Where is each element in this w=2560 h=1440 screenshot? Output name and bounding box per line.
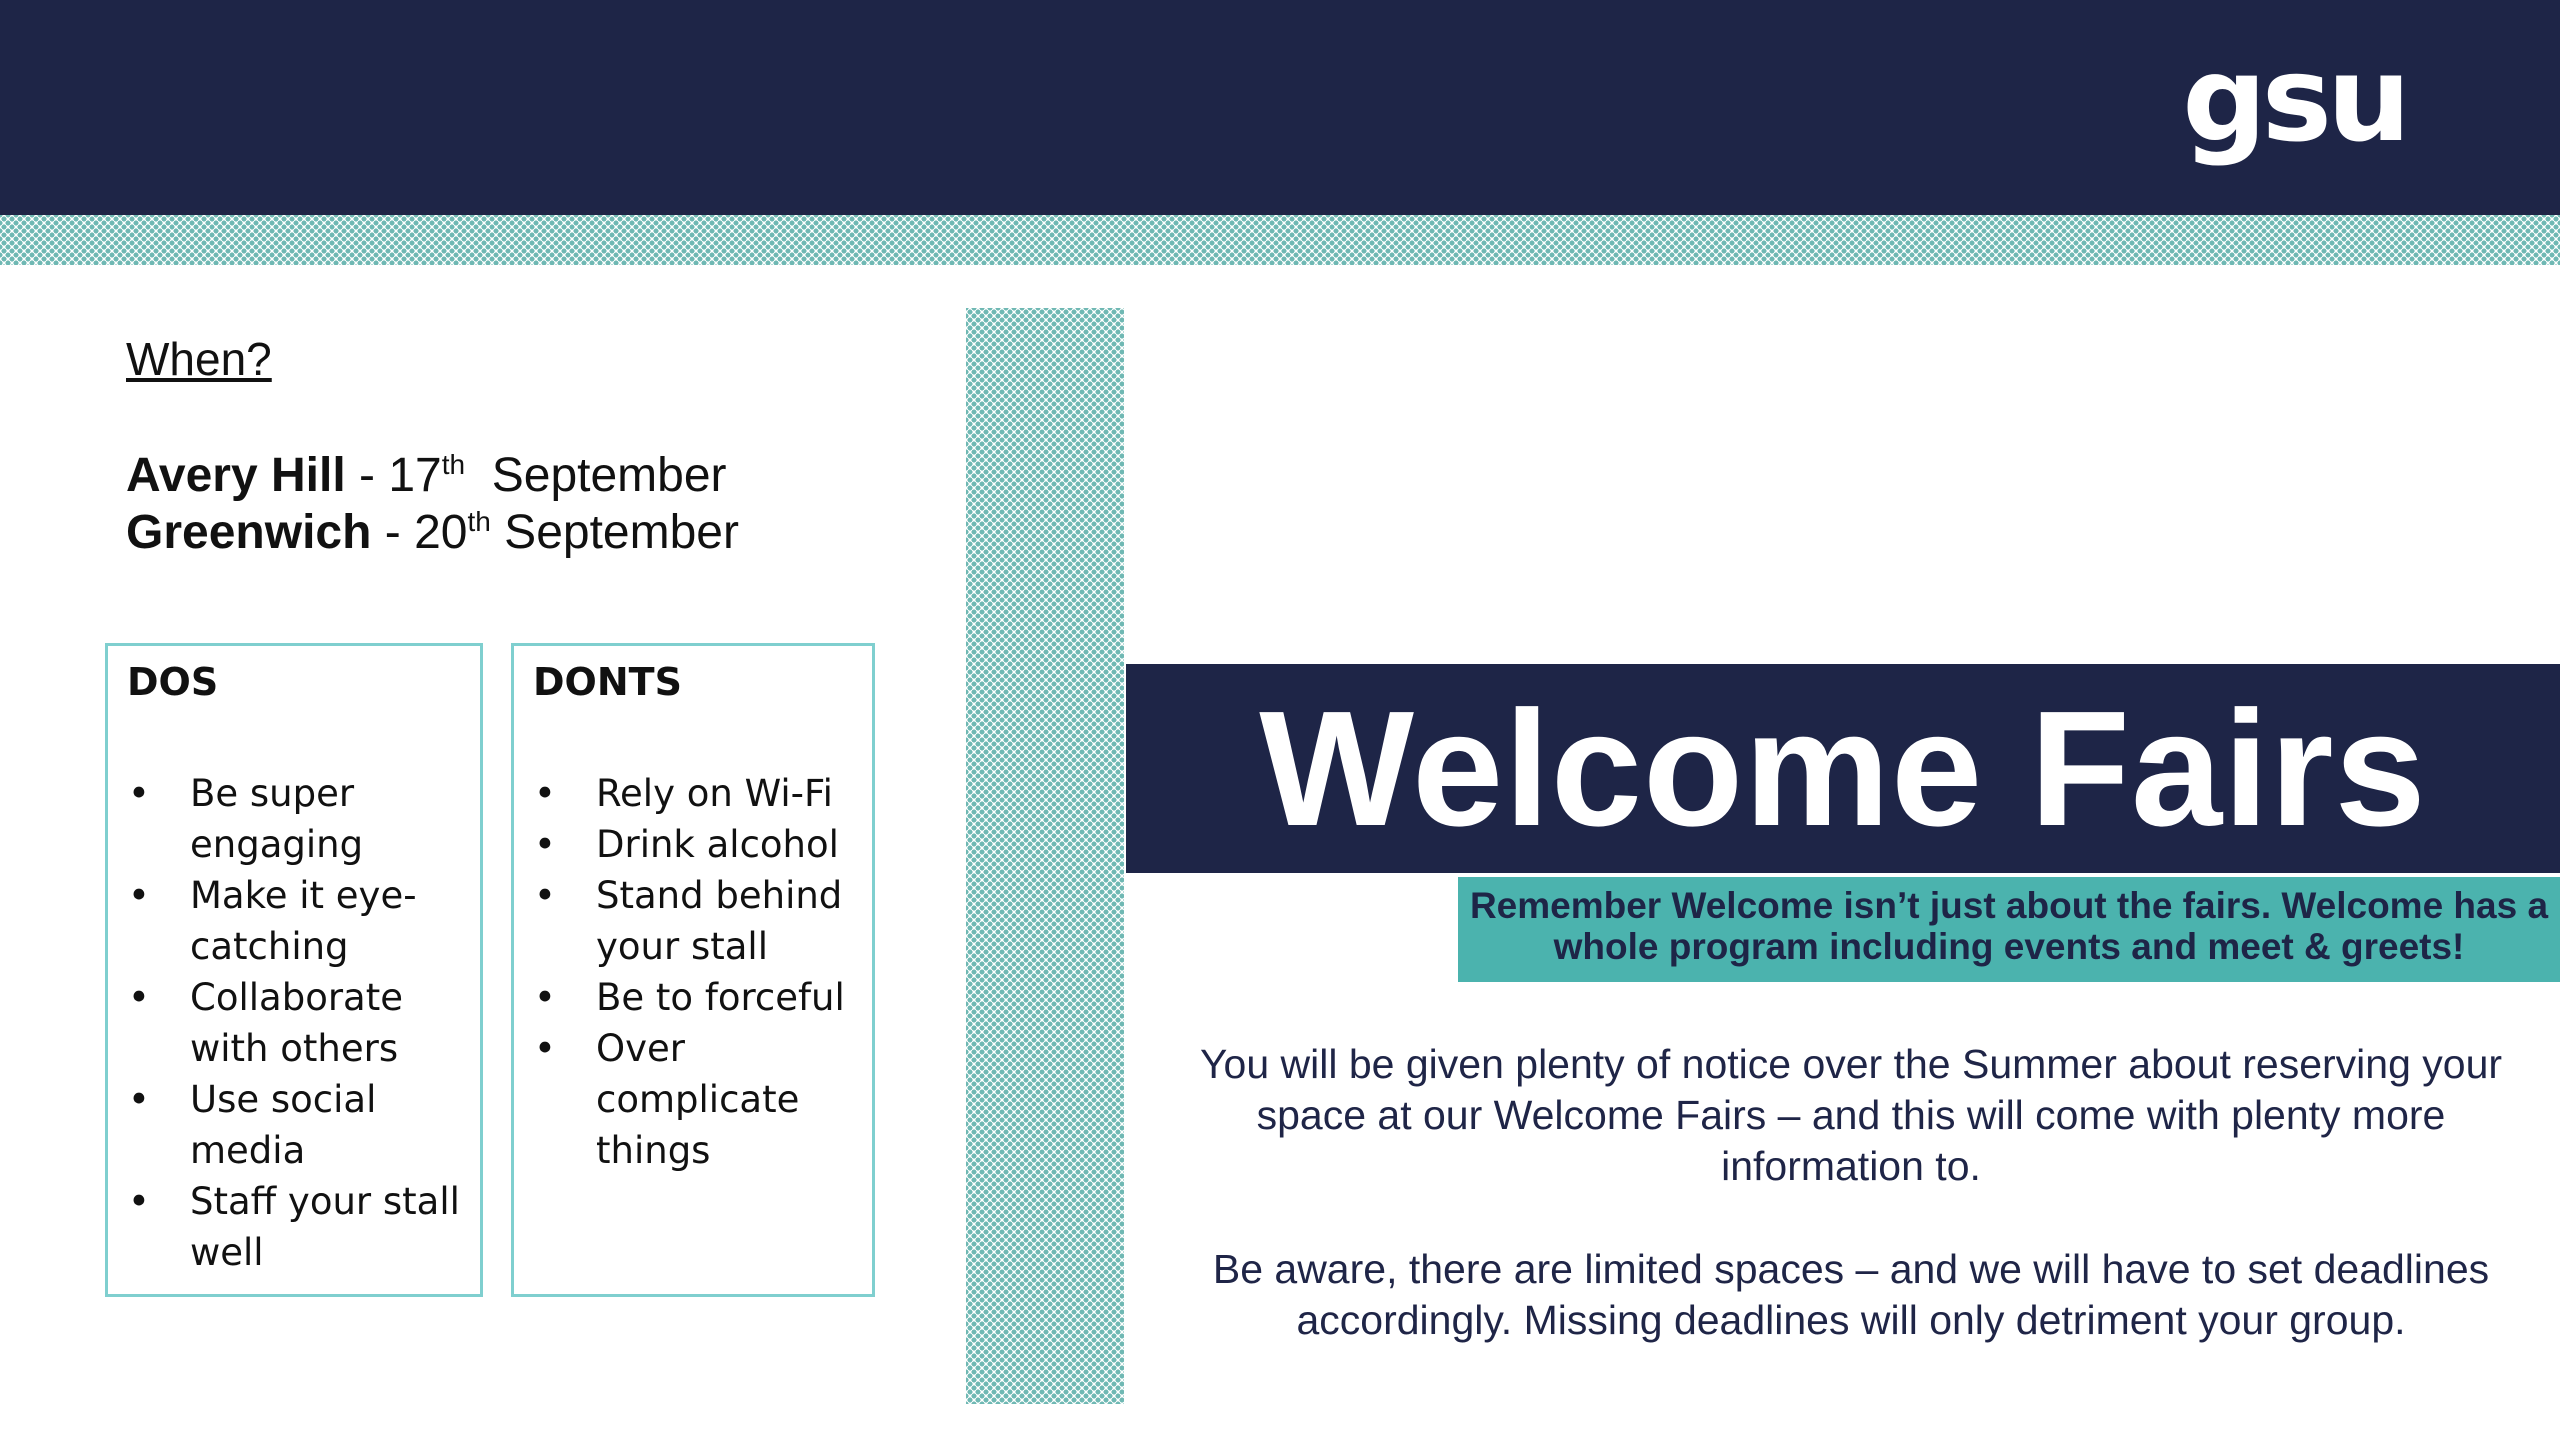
campus-name: Greenwich	[126, 506, 372, 559]
deadline-paragraph: Be aware, there are limited spaces – and we will have to set deadlines accordingly. Missing deadlines will only detriment your group.	[1212, 1246, 2490, 1343]
title-bar	[1126, 664, 2560, 873]
dos-list	[128, 768, 468, 1278]
date-month: September	[504, 506, 739, 559]
list-item: • Stand behind your stall	[534, 870, 864, 972]
dos-title: DOS	[127, 660, 219, 704]
campus-name: Avery Hill	[126, 449, 346, 502]
date-line-greenwich	[126, 505, 739, 560]
decorative-pattern-column	[966, 308, 1124, 1404]
header-bar	[0, 0, 2560, 215]
donts-list	[534, 768, 864, 1176]
dos-box	[105, 643, 483, 1297]
decorative-pattern-band	[0, 215, 2560, 265]
list-item: • Over complicate things	[534, 1023, 864, 1176]
list-item: • Make it eye-catching	[128, 870, 468, 972]
when-heading: When?	[126, 333, 272, 385]
list-item: • Be to forceful	[534, 972, 864, 1023]
date-day: 20	[414, 506, 468, 559]
date-separator: -	[371, 506, 415, 559]
date-suffix: th	[467, 506, 491, 537]
date-separator: -	[345, 449, 389, 502]
welcome-callout: Remember Welcome isn’t just about the fairs. Welcome has a whole program including events and meet & greets!	[1458, 877, 2560, 982]
list-item: • Staff your stall well	[128, 1176, 468, 1278]
page-title: Welcome Fairs	[1259, 677, 2427, 860]
date-month: September	[491, 449, 727, 502]
date-line-avery-hill	[126, 448, 727, 503]
list-item: • Rely on Wi-Fi	[534, 768, 864, 819]
list-item: • Use social media	[128, 1074, 468, 1176]
donts-title: DONTS	[533, 660, 682, 704]
list-item: • Be super engaging	[128, 768, 468, 870]
donts-box	[511, 643, 875, 1297]
list-item: • Drink alcohol	[534, 819, 864, 870]
list-item: • Collaborate with others	[128, 972, 468, 1074]
notice-paragraph: You will be given plenty of notice over the Summer about reserving your space at our Welcome Fairs – and this will come with plenty more information to.	[1199, 1041, 2503, 1189]
date-suffix: th	[441, 449, 466, 480]
date-day: 17	[388, 449, 442, 502]
gsu-logo: gsu	[2182, 30, 2406, 168]
